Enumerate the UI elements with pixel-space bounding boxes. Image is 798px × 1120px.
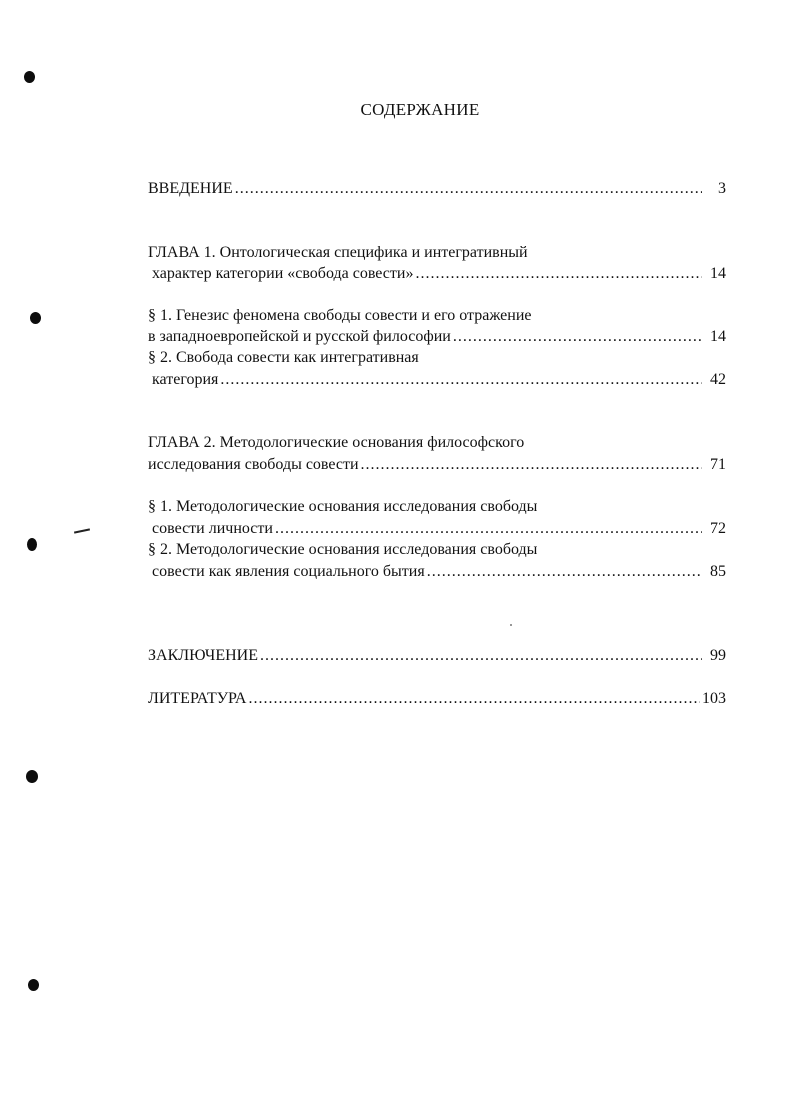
section-1-2-heading: § 2. Свобода совести как интегративная	[148, 349, 419, 366]
toc-entry-label: ЛИТЕРАТУРА	[148, 690, 247, 707]
toc-page-number: 3	[718, 180, 726, 197]
toc-entry-label: исследования свободы совести	[148, 456, 359, 473]
toc-entry-label: совести как явления социального бытия	[152, 563, 425, 580]
toc-page-number: 14	[710, 265, 726, 282]
toc-leader-dots	[220, 370, 702, 390]
punch-hole-mark	[27, 538, 37, 551]
toc-entry-literature	[148, 689, 726, 709]
section-2-1-heading: § 1. Методологические основания исследования свободы	[148, 498, 538, 515]
toc-leader-dots	[235, 179, 702, 199]
chapter-1-heading: ГЛАВА 1. Онтологическая специфика и интегративный	[148, 244, 528, 261]
toc-entry-section-2-1	[152, 519, 726, 539]
toc-page-number: 85	[710, 563, 726, 580]
toc-page-number: 42	[710, 371, 726, 388]
toc-page-number: 71	[710, 456, 726, 473]
toc-page-number: 103	[702, 690, 726, 707]
toc-entry-section-1-2	[152, 370, 726, 390]
pen-stroke-mark	[74, 528, 90, 533]
toc-entry-section-1-1	[148, 327, 726, 347]
punch-hole-mark	[28, 979, 39, 991]
toc-page-number: 14	[710, 328, 726, 345]
toc-leader-dots	[453, 327, 702, 347]
toc-entry-label: категория	[152, 371, 219, 388]
chapter-2-heading: ГЛАВА 2. Методологические основания философского	[148, 434, 525, 451]
toc-entry-introduction	[148, 179, 726, 199]
toc-entry-label: характер категории «свобода совести»	[152, 265, 414, 282]
dust-speck-mark	[510, 624, 512, 626]
page-title: СОДЕРЖАНИЕ	[360, 100, 480, 119]
toc-entry-chapter-1	[152, 264, 726, 284]
toc-leader-dots	[275, 519, 702, 539]
toc-entry-conclusion	[148, 646, 726, 666]
punch-hole-mark	[24, 71, 35, 83]
toc-leader-dots	[260, 646, 702, 666]
toc-page-number: 99	[710, 647, 726, 664]
toc-entry-label: ЗАКЛЮЧЕНИЕ	[148, 647, 258, 664]
toc-leader-dots	[361, 455, 702, 475]
toc-page-number: 72	[710, 520, 726, 537]
toc-leader-dots	[415, 264, 702, 284]
section-1-1-heading: § 1. Генезис феномена свободы совести и его отражение	[148, 307, 532, 324]
toc-entry-label: совести личности	[152, 520, 273, 537]
punch-hole-mark	[26, 770, 38, 783]
toc-entry-chapter-2	[148, 455, 726, 475]
section-2-2-heading: § 2. Методологические основания исследования свободы	[148, 541, 538, 558]
punch-hole-mark	[30, 312, 41, 324]
toc-entry-label: в западноевропейской и русской философии	[148, 328, 451, 345]
toc-leader-dots	[248, 689, 700, 709]
toc-leader-dots	[427, 562, 702, 582]
toc-entry-section-2-2	[152, 562, 726, 582]
toc-entry-label: ВВЕДЕНИЕ	[148, 180, 233, 197]
